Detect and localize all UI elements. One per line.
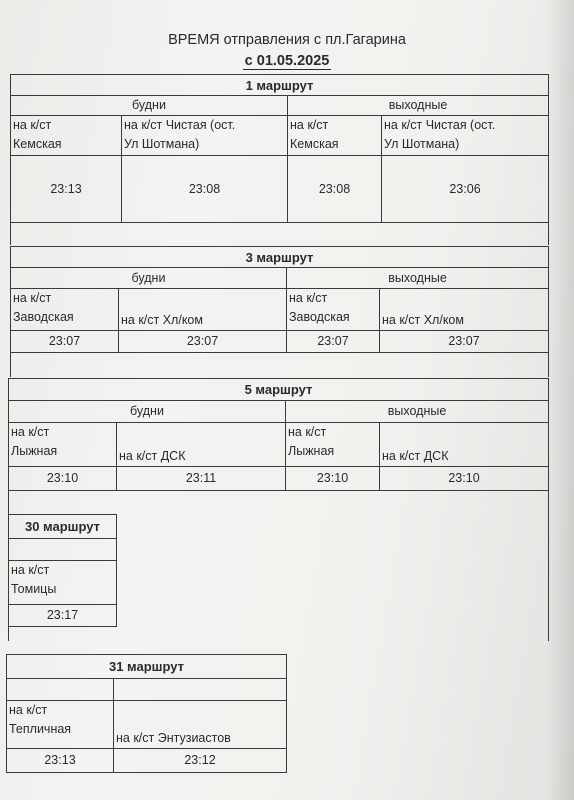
route-5-time-3: 23:10 xyxy=(286,467,380,491)
route-3-time-1: 23:07 xyxy=(11,331,119,353)
route-5-stop-2: на к/ст ДСК xyxy=(117,423,286,467)
effective-date xyxy=(0,53,574,69)
route-3-stop-2: на к/ст Хл/ком xyxy=(119,289,287,331)
route-31-stop-2: на к/ст Энтузиастов xyxy=(114,701,287,749)
route-5-time-2: 23:11 xyxy=(117,467,286,491)
route-31-stop-1: на к/ст Тепличная xyxy=(7,701,114,749)
route-1-weekends: выходные xyxy=(288,96,549,116)
route-31-title: 31 маршрут xyxy=(7,655,287,679)
route-5-stop-1: на к/ст Лыжная xyxy=(9,423,117,467)
route-5-time-1: 23:10 xyxy=(9,467,117,491)
route-1-time-3: 23:08 xyxy=(288,156,382,223)
route-31-time-2: 23:12 xyxy=(114,749,287,773)
route-1-table xyxy=(10,74,549,245)
route-3-stop-4: на к/ст Хл/ком xyxy=(380,289,549,331)
route-30-time: 23:17 xyxy=(9,605,117,627)
route-30-stop: на к/ст Томицы xyxy=(9,561,117,605)
route-5-title: 5 маршрут xyxy=(9,379,549,401)
route-3-weekdays: будни xyxy=(11,268,287,289)
route-1-weekdays: будни xyxy=(11,96,288,116)
route-31-empty-2 xyxy=(114,679,287,701)
route-3-spacer xyxy=(11,353,549,377)
route-3-time-2: 23:07 xyxy=(119,331,287,353)
route-31-empty-1 xyxy=(7,679,114,701)
route-31-time-1: 23:13 xyxy=(7,749,114,773)
route-3-weekends: выходные xyxy=(287,268,549,289)
route-1-stop-2: на к/ст Чистая (ост. Ул Шотмана) xyxy=(122,116,288,156)
paper-shadow xyxy=(546,0,574,800)
route-1-time-1: 23:13 xyxy=(11,156,122,223)
route-5-weekdays: будни xyxy=(9,401,286,423)
route-5-time-4: 23:10 xyxy=(380,467,549,491)
route-31-table xyxy=(6,654,287,773)
route-30-empty xyxy=(9,539,117,561)
route-30-table xyxy=(8,514,117,627)
route-1-time-2: 23:08 xyxy=(122,156,288,223)
route-30-title: 30 маршрут xyxy=(9,515,117,539)
route-1-stop-4: на к/ст Чистая (ост. Ул Шотмана) xyxy=(382,116,549,156)
route-3-stop-1: на к/ст Заводская xyxy=(11,289,119,331)
route-3-time-4: 23:07 xyxy=(380,331,549,353)
route-5-weekends: выходные xyxy=(286,401,549,423)
route-1-time-4: 23:06 xyxy=(382,156,549,223)
page-title: ВРЕМЯ отправления с пл.Гагарина xyxy=(168,32,406,48)
effective-date-text: с 01.05.2025 xyxy=(244,53,330,69)
route-1-stop-3: на к/ст Кемская xyxy=(288,116,382,156)
route-1-spacer xyxy=(11,223,549,245)
route-1-title: 1 маршрут xyxy=(11,75,549,96)
route-3-title: 3 маршрут xyxy=(11,247,549,268)
route-3-stop-3: на к/ст Заводская xyxy=(287,289,380,331)
route-3-time-3: 23:07 xyxy=(287,331,380,353)
route-1-stop-1: на к/ст Кемская xyxy=(11,116,122,156)
route-3-table xyxy=(10,246,549,377)
route-5-stop-4: на к/ст ДСК xyxy=(380,423,549,467)
route-5-stop-3: на к/ст Лыжная xyxy=(286,423,380,467)
